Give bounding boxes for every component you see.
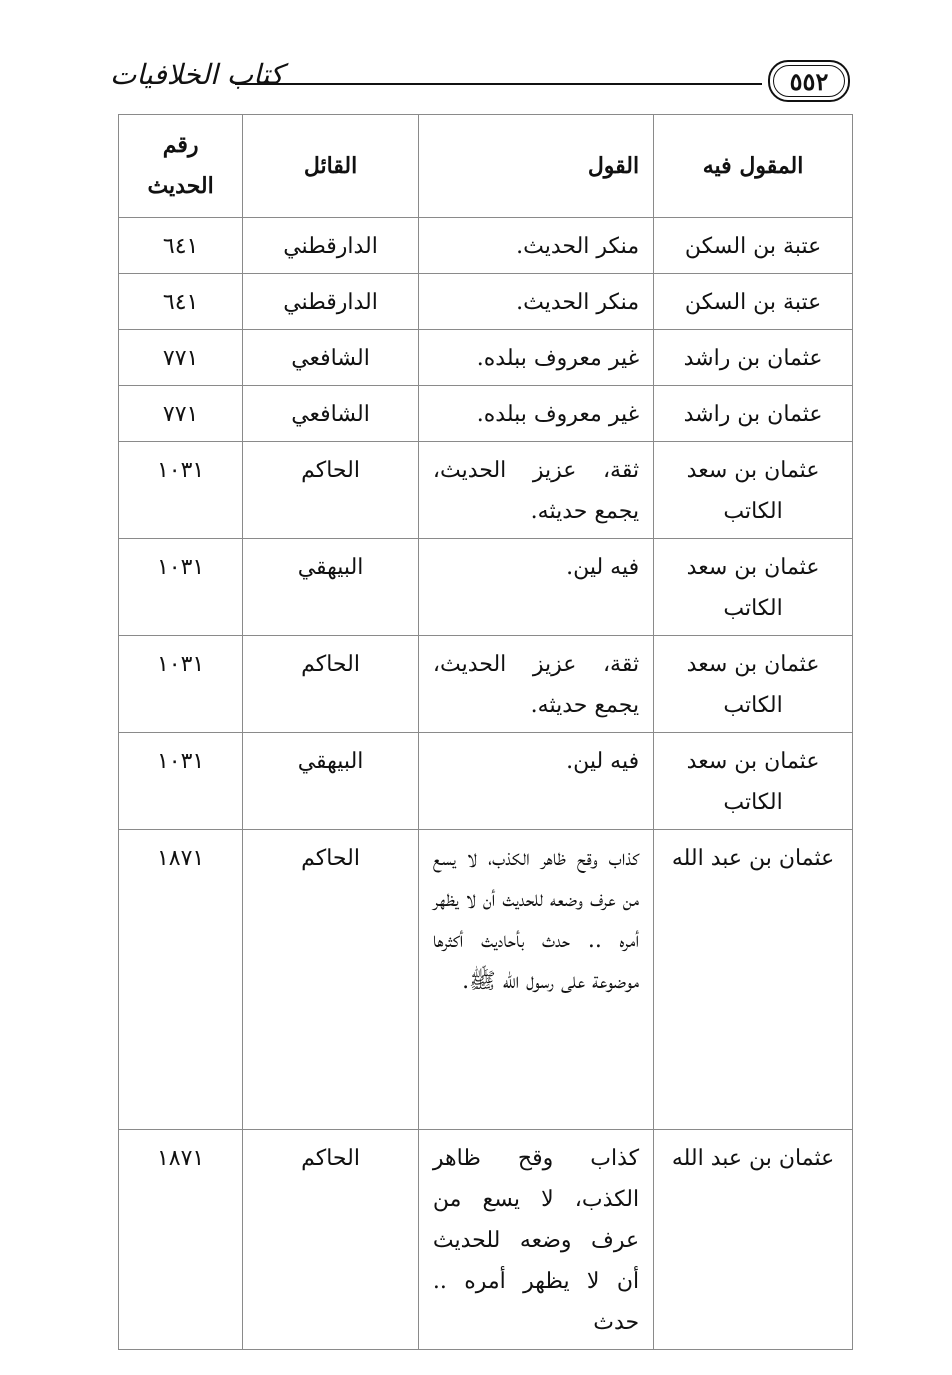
column-header-hadith: رقم الحديث <box>119 115 243 218</box>
subject-cell: عثمان بن عبد الله <box>654 830 853 1130</box>
statement-cell: فيه لين. <box>418 539 653 636</box>
column-header-statement: القول <box>418 115 653 218</box>
subject-cell: عثمان بن راشد <box>654 386 853 442</box>
statement-cell: منكر الحديث. <box>418 218 653 274</box>
statement-cell: منكر الحديث. <box>418 274 653 330</box>
speaker-cell: الشافعي <box>243 330 419 386</box>
speaker-cell: الشافعي <box>243 386 419 442</box>
subject-cell: عتبة بن السكن <box>654 274 853 330</box>
page-header <box>110 58 850 106</box>
statement-cell: غير معروف ببلده. <box>418 330 653 386</box>
subject-cell: عثمان بن عبد الله <box>654 1130 853 1350</box>
table-row <box>119 386 853 442</box>
subject-cell: عتبة بن السكن <box>654 218 853 274</box>
speaker-cell: الحاكم <box>243 830 419 1130</box>
column-header-subject: المقول فيه <box>654 115 853 218</box>
subject-cell: عثمان بن راشد <box>654 330 853 386</box>
subject-cell: عثمان بن سعد الكاتب <box>654 636 853 733</box>
statement-cell: ثقة، عزيز الحديث، يجمع حديثه. <box>418 442 653 539</box>
table-row <box>119 1130 853 1350</box>
table-row <box>119 636 853 733</box>
hadith-number-cell: ١٠٣١ <box>119 539 243 636</box>
speaker-cell: البيهقي <box>243 539 419 636</box>
page-number-badge: ٥٥٢ <box>768 60 850 102</box>
hadith-number-cell: ٧٧١ <box>119 386 243 442</box>
hadith-number-cell: ١٠٣١ <box>119 636 243 733</box>
header-rule <box>235 83 762 85</box>
hadith-number-cell: ١٠٣١ <box>119 442 243 539</box>
hadith-number-cell: ١٠٣١ <box>119 733 243 830</box>
speaker-cell: الدارقطني <box>243 274 419 330</box>
table-row <box>119 218 853 274</box>
speaker-cell: الحاكم <box>243 636 419 733</box>
speaker-cell: الدارقطني <box>243 218 419 274</box>
statement-cell: كذاب وقح ظاهر الكذب، لا يسع من عرف وضعه للحديث أن لا يظهر أمره .. حدث <box>418 1130 653 1350</box>
speaker-cell: البيهقي <box>243 733 419 830</box>
statement-cell: غير معروف ببلده. <box>418 386 653 442</box>
subject-cell: عثمان بن سعد الكاتب <box>654 442 853 539</box>
statement-cell: فيه لين. <box>418 733 653 830</box>
hadith-number-cell: ٦٤١ <box>119 218 243 274</box>
speaker-cell: الحاكم <box>243 442 419 539</box>
statement-cell: ثقة، عزيز الحديث، يجمع حديثه. <box>418 636 653 733</box>
hadith-number-cell: ١٨٧١ <box>119 830 243 1130</box>
table-header-row <box>119 115 853 218</box>
hadith-number-cell: ٦٤١ <box>119 274 243 330</box>
statement-cell: كذاب وقح ظاهر الكذب، لا يسع من عرف وضعه للحديث أن لا يظهر أمره .. حدث بأحاديث أكثرها موضوعة على رسول الله ﷺ. <box>418 830 653 1130</box>
hadith-number-cell: ١٨٧١ <box>119 1130 243 1350</box>
hadith-number-cell: ٧٧١ <box>119 330 243 386</box>
table-row <box>119 830 853 1130</box>
table-row <box>119 274 853 330</box>
table-row <box>119 330 853 386</box>
column-header-speaker: القائل <box>243 115 419 218</box>
table-row <box>119 733 853 830</box>
subject-cell: عثمان بن سعد الكاتب <box>654 539 853 636</box>
subject-cell: عثمان بن سعد الكاتب <box>654 733 853 830</box>
narrators-table <box>118 114 853 1350</box>
book-title: كتاب الخلافيات <box>110 58 284 91</box>
table-row <box>119 539 853 636</box>
table-row <box>119 442 853 539</box>
speaker-cell: الحاكم <box>243 1130 419 1350</box>
